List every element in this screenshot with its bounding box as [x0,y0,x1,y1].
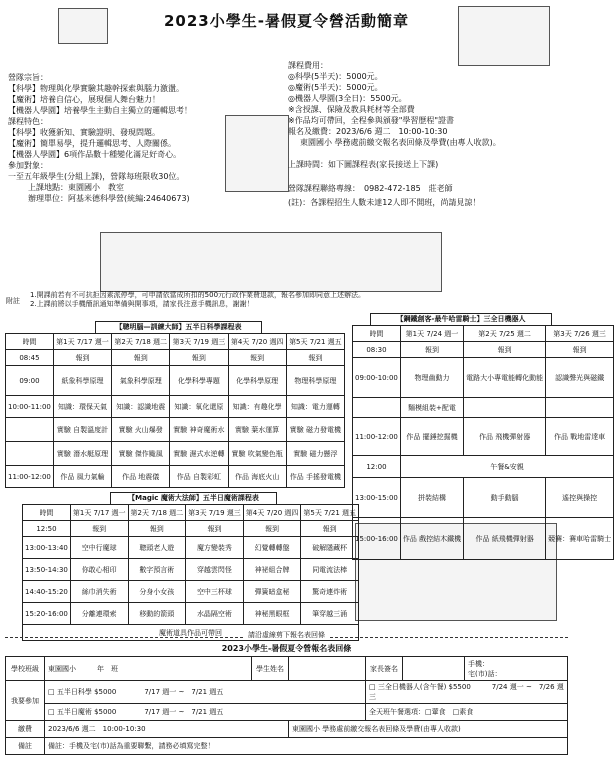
table-cell: 報到 [70,521,128,537]
fee-item: ◎魔術(5半天)：5000元。 [288,83,383,92]
table-row [23,559,359,581]
table-header-cell: 第4天 7/20 週四 [228,334,286,350]
table-cell: 空中行魔球 [70,537,128,559]
table-cell: 15:20-16:00 [23,603,71,625]
aim-item: 【科學】物理與化學實驗其趣幹探索與腦力激盪。 [8,84,184,93]
table-cell: 麵模組裝+配電 [400,398,463,418]
contact-line: 營隊課程聯絡專線： 0982-472-185 莊老師 [288,184,453,193]
table-cell: 實驗 磁力懸浮 [286,442,344,466]
table-header-cell: 時間 [353,326,401,342]
table-cell: 穿越雲閃怪 [186,559,244,581]
table-cell [6,418,54,442]
table-cell: 拼裝結構 [400,478,463,518]
table-cell: 知識：有趣化學 [228,396,286,418]
time-note: 上課時間：如下圖課程表(家長接送上下課) [288,160,439,169]
table-cell: 09:00 [6,366,54,396]
table-row [353,342,614,358]
parent-signature-input[interactable] [403,657,465,681]
table-row [23,581,359,603]
table-cell: 數字預言術 [128,559,186,581]
table-cell: 氣象科學原理 [112,366,170,396]
table-cell: 報到 [186,521,244,537]
table-row [353,418,614,456]
table-cell: 報到 [400,342,463,358]
scientist-illustration [458,6,550,66]
table-header-cell: 第4天 7/20 週四 [243,505,301,521]
table-row [6,466,345,488]
table-row [23,521,359,537]
table-cell: 實驗 傑作颱風 [112,442,170,466]
outline-heading: 課程特色： [8,117,48,126]
intro-block [8,72,243,204]
table-cell [6,442,54,466]
aims-heading: 營隊宗旨： [8,73,48,82]
table-row [6,657,568,681]
table-row [6,418,345,442]
option-magic[interactable]: □ 五半日魔術 $5000 7/17 週一 ~ 7/21 週五 [45,704,366,721]
table-cell: 實驗 潛水艇原理 [53,442,111,466]
table-cell: 08:45 [6,350,54,366]
fee-item: ※作品均可帶回，全程參與頒發"學習歷程"證書 [288,116,455,125]
table-header-cell: 時間 [23,505,71,521]
fees-heading: 課程費用： [288,61,328,70]
table-row [353,478,614,518]
robot-schedule-title: 【鋼鐵創客-最牛哈雷騎士】三全日機器人 [370,313,552,326]
table-cell: 你敢心相印 [70,559,128,581]
table-cell: 競賽：賽車哈雷騎士 [546,518,614,560]
table-cell: 12:00 [353,456,401,478]
table-cell: 作品 紙飛機彈射器 [464,518,546,560]
fee-item: ※含授課、保險及教具耗材等全部費 [288,105,415,114]
table-cell [464,398,546,418]
note-line: 2.上課前將以手機簡訊通知準備與開事項，請家長注意手機訊息，謝謝！ [30,300,254,308]
table-cell: 聰頭老人遊 [128,537,186,559]
table-cell: 空中三杯球 [186,581,244,603]
table-header-cell: 第1天 7/17 週一 [70,505,128,521]
table-cell: 作品 自製彩虹 [170,466,228,488]
table-cell: 作品 手搖發電機 [286,466,344,488]
table-header-cell: 時間 [6,334,54,350]
table-cell: 物理科學原理 [286,366,344,396]
place-value: 東園國小 教室 [68,183,124,192]
table-row [6,738,568,755]
table-row [353,456,614,478]
table-cell [546,398,614,418]
option-science[interactable]: □ 五半日科學 $5000 7/17 週一 ~ 7/21 週五 [45,681,366,704]
fee-item: ◎機器人學園(3全日)：5500元。 [288,94,407,103]
parent-label: 家長簽名 [366,657,403,681]
table-cell: 知識：電力運轉 [286,396,344,418]
remark-text: 備註：手機及宅(市)話為重要聯繫，請務必填寫完整！ [45,738,568,755]
table-cell: 物理齒動力 [400,358,463,398]
table-cell: 認識聲光與磁鐵 [546,358,614,398]
table-cell: 實驗 磁力發電機 [286,418,344,442]
table-cell: 13:00-13:40 [23,537,71,559]
table-cell: 作品 飛機彈射器 [464,418,546,456]
phone-label: 手機： [468,659,489,668]
table-cell: 神祕組合牌 [243,559,301,581]
student-label: 學生姓名 [252,657,289,681]
school-name: 東園國小 [48,664,76,673]
fee-label: 繳費 [6,721,45,738]
page-title: 2023小學生-暑假夏令營活動簡章 [164,12,409,30]
table-row [23,537,359,559]
table-cell: 11:00-12:00 [353,418,401,456]
table-cell: 報到 [301,521,359,537]
table-cell: 神秘黑眼框 [243,603,301,625]
fee-note: 東園國小 學務處前繳交報名表回條及學費(由專人收款) [289,721,568,738]
registration-table [5,656,568,755]
table-cell: 知識：認識地震 [112,396,170,418]
school-label: 學校班級 [6,657,45,681]
table-cell: 報到 [286,350,344,366]
table-footer-cell: 魔術道具作品可帶回 [23,625,359,641]
target-text: 一至五年級學生(分組上課)，營隊每班限收30位。 [8,172,185,181]
table-cell: 報到 [243,521,301,537]
table-cell: 知識：環保天氣 [53,396,111,418]
robot-schedule-table [352,325,614,560]
science-schedule-title: 【聰明腦—訓練大師】五半日科學課程表 [95,321,262,334]
table-row [23,603,359,625]
table-cell: 08:30 [353,342,401,358]
magic-schedule-title: 【Magic 魔術大法師】五半日魔術課程表 [110,492,277,505]
home-phone-label: 宅(市)話： [468,669,502,678]
table-row [6,366,345,396]
table-cell: 14:40-15:20 [23,581,71,603]
cut-line-text: 請沿虛線剪下報名表回條 [244,631,329,639]
table-cell: 報到 [228,350,286,366]
grade-label: 年 班 [97,664,118,673]
table-cell: 作品 戰地雷達車 [546,418,614,456]
table-header-row [353,326,614,342]
table-header-cell: 第3天 7/26 週三 [546,326,614,342]
monkey-illustration [58,8,108,44]
table-cell: 報到 [546,342,614,358]
notes [30,291,560,309]
table-row [353,358,614,398]
table-cell: 作品 擺錘挖掘機 [400,418,463,456]
table-header-row [23,505,359,521]
table-row [6,442,345,466]
deadline-note: 東園國小 學務處前繳交報名表回條及學費(由專人收款)。 [300,138,501,147]
table-header-cell: 第2天 7/18 週二 [128,505,186,521]
table-cell: 破解隱藏杯 [301,537,359,559]
fees-block [288,60,458,137]
phone-cell[interactable] [465,657,568,681]
table-cell: 實驗 濕式水逆轉 [170,442,228,466]
table-cell: 作品 風力氣輪 [53,466,111,488]
lunch-option[interactable]: 全天班午餐選項：□葷食 □素食 [366,704,568,721]
table-cell: 作品 戲控結木鐵機 [400,518,463,560]
table-header-cell: 第1天 7/24 週一 [400,326,463,342]
table-header-cell: 第3天 7/19 週三 [186,505,244,521]
table-cell: 報到 [464,342,546,358]
fee-item: ◎科學(5半天)：5000元。 [288,72,383,81]
join-label: 我要參加 [6,681,45,721]
place-label: 上課地點： [28,183,68,192]
table-cell: 分身小女孩 [128,581,186,603]
outline-item: 【科學】收獲新知、實驗證明、發現問題。 [8,128,160,137]
table-cell: 動手動腦 [464,478,546,518]
table-row [6,704,568,721]
table-cell: 移動的箭頭 [128,603,186,625]
cut-line-label [0,631,573,640]
table-cell: 實驗 自製溫度計 [53,418,111,442]
contact-note: (註)：各課程招生人數未達12人即不開班，尚請見諒！ [288,198,481,207]
table-cell: 實驗 神奇魔術水 [170,418,228,442]
table-cell [353,398,401,418]
table-header-cell: 第2天 7/25 週二 [464,326,546,342]
note-line: 1.開課前若有不可抗拒因素派停學，可申請依當成所扣的500元行政作業費退款，報名參加即同意上述辦法。 [30,291,366,299]
table-cell: 電路大小專電能轉化動能 [464,358,546,398]
student-name-input[interactable] [289,657,366,681]
table-cell: 作品 地震儀 [112,466,170,488]
table-cell: 報到 [53,350,111,366]
table-cell: 11:00-12:00 [6,466,54,488]
table-cell: 分離連環索 [70,603,128,625]
table-header-cell: 第5天 7/21 週五 [301,505,359,521]
table-cell: 13:50-14:30 [23,559,71,581]
aim-item: 【魔術】培養自信心，展現個人舞台魅力！ [8,95,160,104]
table-cell: 水晶隔空術 [186,603,244,625]
table-cell: 09:00-10:00 [353,358,401,398]
organizer-label: 辦理單位： [28,194,68,203]
table-row [6,681,568,704]
table-row [353,398,614,418]
table-cell: 報到 [112,350,170,366]
table-header-cell: 第1天 7/17 週一 [53,334,111,350]
table-cell: 12:50 [23,521,71,537]
deadline: 報名及繳費：2023/6/6 週二 10:00-10:30 [288,127,448,136]
table-cell: 驚奇連炸術 [301,581,359,603]
table-cell: 魔方變裝秀 [186,537,244,559]
table-cell: 報到 [128,521,186,537]
table-header-cell: 第3天 7/19 週三 [170,334,228,350]
table-cell: 絲巾消失術 [70,581,128,603]
table-cell: 化學科學專題 [170,366,228,396]
table-cell: 遙控與操控 [546,478,614,518]
table-row [6,721,568,738]
target-heading: 參加對象： [8,161,48,170]
table-cell: 實驗 火山爆發 [112,418,170,442]
registration-title: 2023小學生-暑假夏令營報名表回條 [221,644,352,653]
table-header-cell: 第2天 7/18 週二 [112,334,170,350]
school-value [45,657,252,681]
table-row [6,350,345,366]
table-cell: 15:00-16:00 [353,518,401,560]
aim-item: 【機器人學園】培養學生主動自主獨立的邏輯思考！ [8,106,192,115]
notes-label: 附註 [6,297,20,305]
science-equipment-illustration [100,232,442,292]
table-cell: 10:00-11:00 [6,396,54,418]
table-cell: 實驗 吹氣變色瓶 [228,442,286,466]
table-header-cell: 第5天 7/21 週五 [286,334,344,350]
organizer-value: 阿基米德科學營(統編:24640673) [68,194,190,203]
table-cell: 實驗 葉水運算 [228,418,286,442]
table-cell: 彈簧暗盒秘 [243,581,301,603]
fee-time: 2023/6/6 週二 10:00-10:30 [45,721,289,738]
magic-schedule-table [22,504,359,641]
table-cell: 午餐&安親 [400,456,613,478]
remark-label: 備註 [6,738,45,755]
table-header-row [6,334,345,350]
table-cell: 13:00-15:00 [353,478,401,518]
table-cell: 同電流法棒 [301,559,359,581]
table-cell: 筆穿越三涌 [301,603,359,625]
outline-item: 【機器人學園】6項作品數十種變化滿足好奇心。 [8,150,182,159]
science-schedule-table [5,333,345,488]
table-row [6,396,345,418]
table-row [353,518,614,560]
table-cell: 知識：氧化還原 [170,396,228,418]
table-cell: 幻覺轉轉盤 [243,537,301,559]
table-cell: 化學科學原理 [228,366,286,396]
table-cell: 報到 [170,350,228,366]
outline-item: 【魔術】簡單易學，提升邏輯思考、人際關係。 [8,139,176,148]
option-robot[interactable]: □ 三全日機器人(含午餐) $5500 7/24 週一 ~ 7/26 週三 [366,681,568,704]
table-cell: 紙象科學原理 [53,366,111,396]
table-cell: 作品 海底火山 [228,466,286,488]
